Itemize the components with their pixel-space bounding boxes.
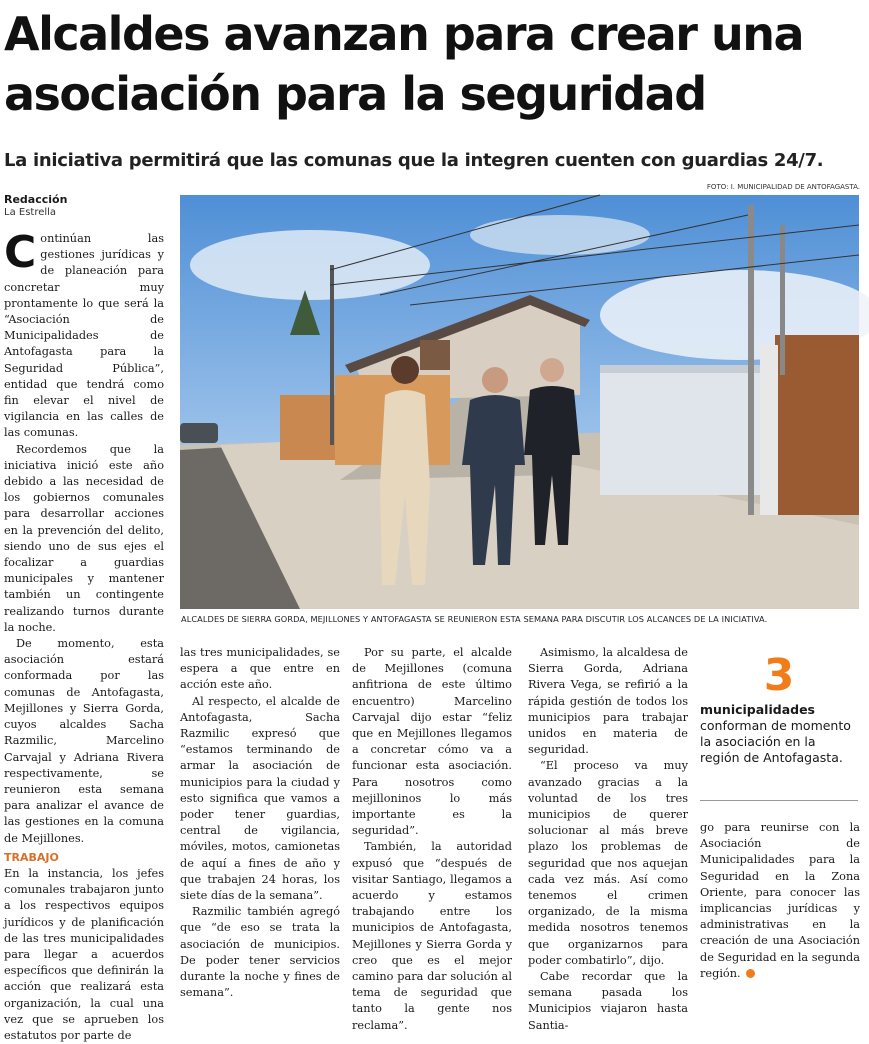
- paragraph: Recordemos que la iniciativa inició este año debido a las necesidad de los gobiernos comunales para desarrollar acciones en la prevención del delito, siendo uno de sus ejes el focalizar a guardias municipales y mantener también un contingente realizando turnos durante la noche.: [4, 442, 164, 634]
- divider: [700, 800, 858, 801]
- subheadline: La iniciativa permitirá que las comunas que la integren cuenten con guardias 24/7.: [4, 150, 824, 171]
- paragraph: De momento, esta asociación estará conformada por las comunas de Antofagasta, Mejillones y Sierra Gorda, cuyos alcaldes Sacha Razmilic, Marcelino Carvajal y Adriana Rivera respectivamente, se reunieron esta semana para analizar el avance de las gestiones en la comuna de Mejillones.: [4, 637, 164, 845]
- headline-line-1: Alcaldes avanzan para crear una: [4, 7, 803, 61]
- paragraph: “El proceso va muy avanzado gracias a la voluntad de los tres municipios de querer solucionar al más breve plazo los problemas de seguridad que nos aquejan cada vez más. Así como tenemos el crimen organizado, de la misma medida nosotros tenemos que organizarnos para poder combatirlo”, dijo.: [528, 759, 688, 967]
- stat-rest: conforman de momento la asociación en la región de Antofagasta.: [700, 718, 851, 765]
- paragraph: En la instancia, los jefes comunales trabajaron junto a los respectivos equipos jurídicos y de planificación de las tres municipalidades para llegar a acuerdos específicos que definirán la acción que realizará esta organización, la cual una vez que se aprueben los estatutos por parte de: [4, 866, 164, 1042]
- byline-author: Redacción: [4, 193, 68, 206]
- byline-outlet: La Estrella: [4, 207, 57, 218]
- stat-text: [700, 702, 858, 766]
- column-4: [528, 645, 688, 1034]
- article-photo: [180, 195, 859, 609]
- column-3: [352, 645, 512, 1034]
- section-heading: TRABAJO: [4, 850, 59, 864]
- paragraph: Cabe recordar que la semana pasada los Municipios viajaron hasta Santia-: [528, 970, 688, 1032]
- stat-bold: municipalidades: [700, 702, 816, 717]
- paragraph: [700, 820, 860, 982]
- end-mark-icon: [746, 969, 755, 978]
- paragraph: También, la autoridad expusó que “después de visitar Santiago, llegamos a acuerdo y estamos trabajando entre los municipios de Antofagasta, Mejillones y Sierra Gorda y creo que es el mejor camino para dar solución al tema de seguridad que tanto la gente nos reclama”.: [352, 840, 512, 1032]
- paragraph: Razmilic también agregó que “de eso se trata la asociación de municipios. De poder tener servicios durante la noche y fines de semana”.: [180, 905, 340, 1000]
- photo-credit: FOTO: I. MUNICIPALIDAD DE ANTOFAGASTA.: [706, 183, 860, 191]
- paragraph-text: go para reunirse con la Asociación de Municipalidades para la Seguridad en la Zona Oriente, para conocer las implicancias jurídicas y administrativas en la creación de una Asociación de Seguridad en la segunda región.: [700, 821, 860, 980]
- paragraph: las tres municipalidades, se espera a que entre en acción este año.: [180, 646, 340, 692]
- photo-caption: ALCALDES DE SIERRA GORDA, MEJILLONES Y ANTOFAGASTA SE REUNIERON ESTA SEMANA PARA DISCUTIR LOS ALCANCES DE LA INICIATIVA.: [181, 614, 768, 624]
- paragraph: Al respecto, el alcalde de Antofagasta, Sacha Razmilic expresó que “estamos terminando de armar la asociación de municipios para la ciudad y esto significa que vamos a poder tener guardias, central de vigilancia, móviles, motos, camionetas de aquí a fines de año y que trabajen 24 horas, los siete días de la semana”.: [180, 694, 340, 903]
- street-scene-illustration: [180, 195, 859, 609]
- paragraph: ontinúan las gestiones jurídicas y de planeación para concretar muy prontamente lo que será la “Asociación de Municipalidades de Antofagasta para la Seguridad Pública”, entidad que tendrá como fin elevar el nivel de vigilancia en las calles de las comunas.: [4, 232, 164, 440]
- paragraph: Asimismo, la alcaldesa de Sierra Gorda, Adriana Rivera Vega, se refirió a la rápida gestión de todos los municipios para trabajar unidos en materia de seguridad.: [528, 646, 688, 757]
- stat-box: [700, 650, 858, 766]
- lead-paragraph: [4, 227, 164, 442]
- paragraph: Por su parte, el alcalde de Mejillones (comuna anfitriona de este último encuentro) Marcelino Carvajal dijo estar “feliz que en Mejillones llegamos a concretar cómo va a funcionar esta asociación. Para nosotros como mejilloninos lo más importante es la seguridad”.: [352, 646, 512, 838]
- headline: [4, 4, 864, 124]
- headline-line-2: asociación para la seguridad: [4, 67, 706, 121]
- dropcap: C: [4, 227, 37, 278]
- column-2: [180, 645, 340, 1001]
- column-1: [4, 227, 164, 1044]
- stat-number: 3: [763, 650, 795, 701]
- column-5: [700, 820, 860, 982]
